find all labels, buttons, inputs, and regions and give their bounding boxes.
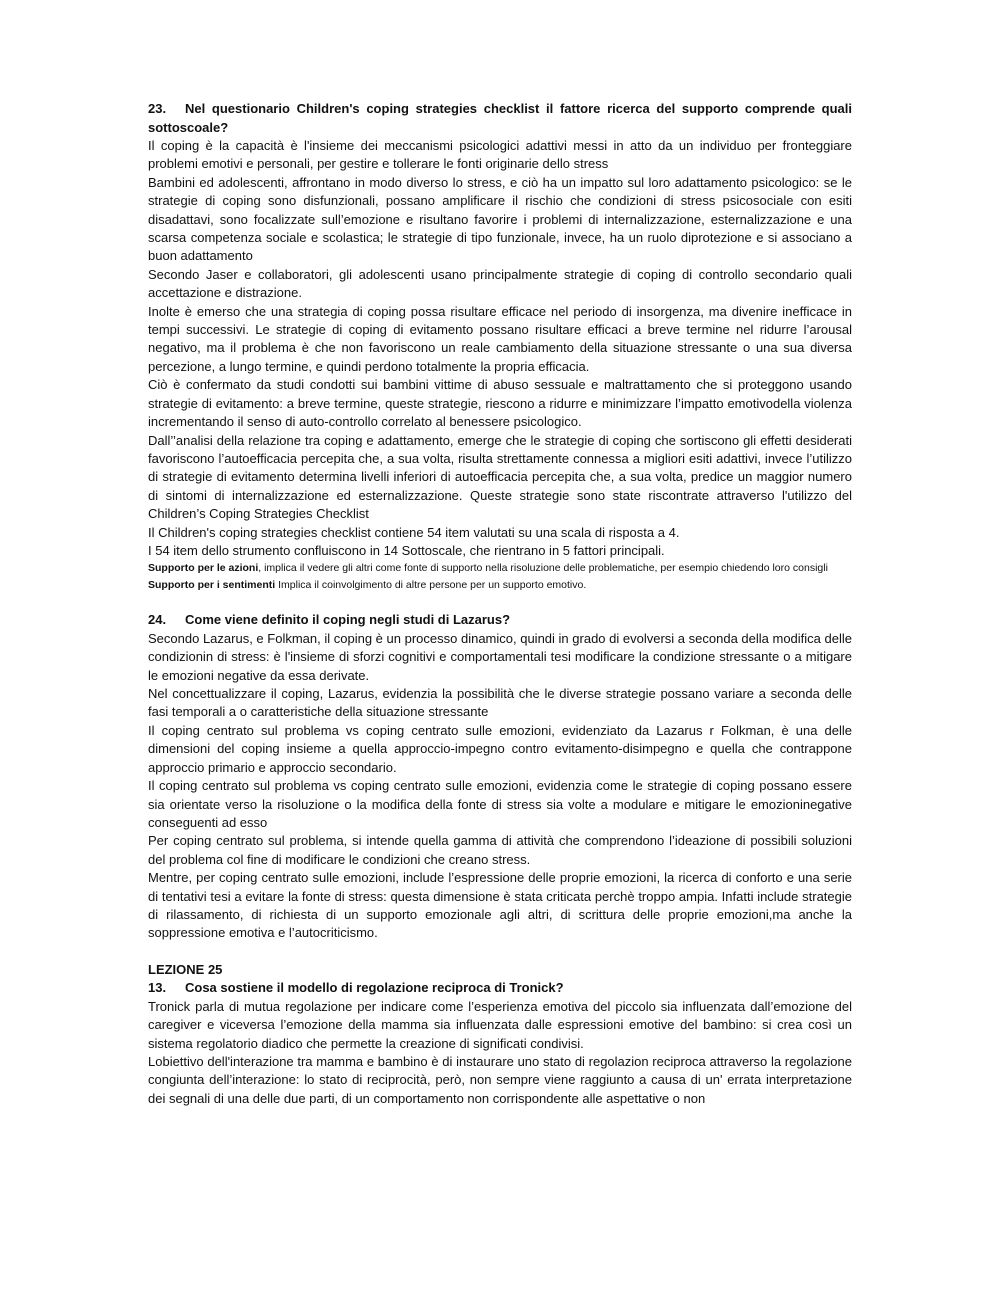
question-24-heading bbox=[148, 611, 852, 630]
paragraph: Dall’’analisi della relazione tra coping e adattamento, emerge che le strategie di coping che sortiscono gli effetti desiderati favoriscono l’autoefficacia percepita che, a sua volta, risulta strettamente connessa a migliori esiti adattivi, invece l’utilizzo di strategie di evitamento determina livelli inferiori di autoefficacia percepita che, a sua volta, predice un maggior numero di sintomi di internalizzazione ed esternalizzazione. Queste strategie sono state riscontrate attraverso l'utilizzo del Children’s Coping Strategies Checklist bbox=[148, 432, 852, 522]
support-actions-note bbox=[148, 560, 852, 577]
paragraph: Bambini ed adolescenti, affrontano in modo diverso lo stress, e ciò ha un impatto sul loro adattamento psicologico: se le strategie di coping sono disfunzionali, possano amplificare il rischio che condizioni di stress psicosociale con esiti disadattavi, sono focalizzate sull’emozione e risultano favorire i problemi di internalizzazione, esternalizzazione e una scarsa competenza sociale e scolastica; le strategie di tipo funzionale, invece, ha un ruolo diprotezione e si associano a buon adattamento bbox=[148, 174, 852, 264]
support-feelings-text: Implica il coinvolgimento di altre persone per un supporto emotivo. bbox=[275, 578, 587, 591]
paragraph: Il Children's coping strategies checklist contiene 54 item valutati su una scala di risposta a 4. bbox=[148, 524, 680, 540]
spacer bbox=[148, 593, 852, 611]
question-23-heading bbox=[148, 100, 852, 137]
question-number: 24. bbox=[148, 612, 167, 628]
support-actions-text: , implica il vedere gli altri come fonte di supporto nella risoluzione delle problematiche, per esempio chiedendo loro consigli bbox=[258, 562, 828, 575]
paragraph: Il coping centrato sul problema vs coping centrato sulle emozioni, evidenzia come le strategie di coping possano essere sia orientate verso la risoluzione o la modifica della fonte di stress sia volte a modulare e mitigare le emozioninegative conseguenti ad esso bbox=[148, 778, 852, 830]
paragraph: Il coping è la capacità è l'insieme dei meccanismi psicologici adattivi messi in atto da un individuo per fronteggiare problemi emotivi e personali, per gestire e tollerare le fonti originarie dello stress bbox=[148, 138, 852, 172]
question-number: 13. bbox=[148, 980, 167, 996]
paragraph: Mentre, per coping centrato sulle emozioni, include l’espressione delle proprie emozioni, la ricerca di conforto e una serie di tentativi tesi a evitare la fonte di stress: questa dimensione è stata criticata perchè troppo ampia. Infatti include strategie di rilassamento, di richiesta di un supporto emozionale agli altri, di scrittura delle proprie emozioni,ma anche la soppressione emotiva e l’autocriticismo. bbox=[148, 870, 852, 941]
paragraph: Per coping centrato sul problema, si intende quella gamma di attività che comprendono l’ideazione di possibili soluzioni del problema col fine di modificare le condizioni che creano stress. bbox=[148, 833, 852, 867]
paragraph: Lobiettivo dell'interazione tra mamma e bambino è di instaurare uno stato di regolazion reciproca attraverso la regolazione congiunta dell’interazione: lo stato di reciprocità, però, non sempre viene raggiunto a causa di un' errata interpretazione dei segnali di una delle due parti, di un comportamento non corrispondente alle aspettative o non bbox=[148, 1053, 852, 1106]
question-title: Nel questionario Children's coping strategies checklist il fattore ricerca del supporto comprende quali sottoscoale? bbox=[148, 101, 852, 135]
lesson-heading: LEZIONE 25 bbox=[148, 961, 223, 977]
spacer bbox=[148, 943, 852, 961]
question-title: Cosa sostiene il modello di regolazione reciproca di Tronick? bbox=[185, 980, 564, 996]
paragraph: Il coping centrato sul problema vs coping centrato sulle emozioni, evidenziato da Lazarus r Folkman, è una delle dimensioni del coping insieme a quella approccio-impegno contro evitamento-disimpegno e quella che contrappone approccio primario e approccio secondario. bbox=[148, 722, 852, 775]
document-page bbox=[148, 100, 852, 1108]
paragraph: Nel concettualizzare il coping, Lazarus, evidenzia la possibilità che le diverse strategie possano variare a seconda delle fasi temporali a o caratteristiche della situazione stressante bbox=[148, 686, 852, 720]
question-13-heading bbox=[148, 979, 852, 998]
paragraph: I 54 item dello strumento confluiscono in 14 Sottoscale, che rientrano in 5 fattori principali. bbox=[148, 542, 665, 558]
support-actions-label: Supporto per le azioni bbox=[148, 562, 259, 575]
paragraph: Ciò è confermato da studi condotti sui bambini vittime di abuso sessuale e maltrattamento che si proteggono usando strategie di evitamento: a breve termine, queste strategie, riescono a ridurre e minimizzare l’impatto emotivodella violenza incrementando il senso di auto-controllo correlato al benessere psicologico. bbox=[148, 377, 852, 430]
paragraph: Secondo Jaser e collaboratori, gli adolescenti usano principalmente strategie di coping di controllo secondario quali accettazione e distrazione. bbox=[148, 266, 852, 301]
support-feelings-label: Supporto per i sentimenti bbox=[148, 578, 276, 591]
question-number: 23. bbox=[148, 101, 167, 116]
paragraph: Secondo Lazarus, e Folkman, il coping è un processo dinamico, quindi in grado di evolversi a seconda della modifica delle condizionin di stress: è l'insieme di sforzi cognitivi e comportamentali tesi modificare la condizione stressante o a mitigare le emozioni negative da essa derivate. bbox=[148, 630, 852, 683]
support-feelings-note bbox=[148, 577, 852, 594]
paragraph: Inolte è emerso che una strategia di coping possa risultare efficace nel periodo di insorgenza, ma divenire inefficace in tempi successivi. Le strategie di coping di evitamento possano risultare efficaci a breve termine nel ridurre l’arousal negativo, ma il problema è che non favoriscono un reale cambiamento della situazione stressante o una sua diversa percezione, a lungo termine, e quindi perdono totalmente la propria efficacia. bbox=[148, 303, 852, 374]
question-title: Come viene definito il coping negli studi di Lazarus? bbox=[185, 612, 511, 628]
paragraph: Tronick parla di mutua regolazione per indicare come l’esperienza emotiva del piccolo sia influenzata dall’emozione del caregiver e viceversa l’emozione della mamma sia influenzata dalle espressioni emotive del bambino: si crea così un sistema regolatorio diadico che permette la creazione di significati condivisi. bbox=[148, 998, 852, 1051]
